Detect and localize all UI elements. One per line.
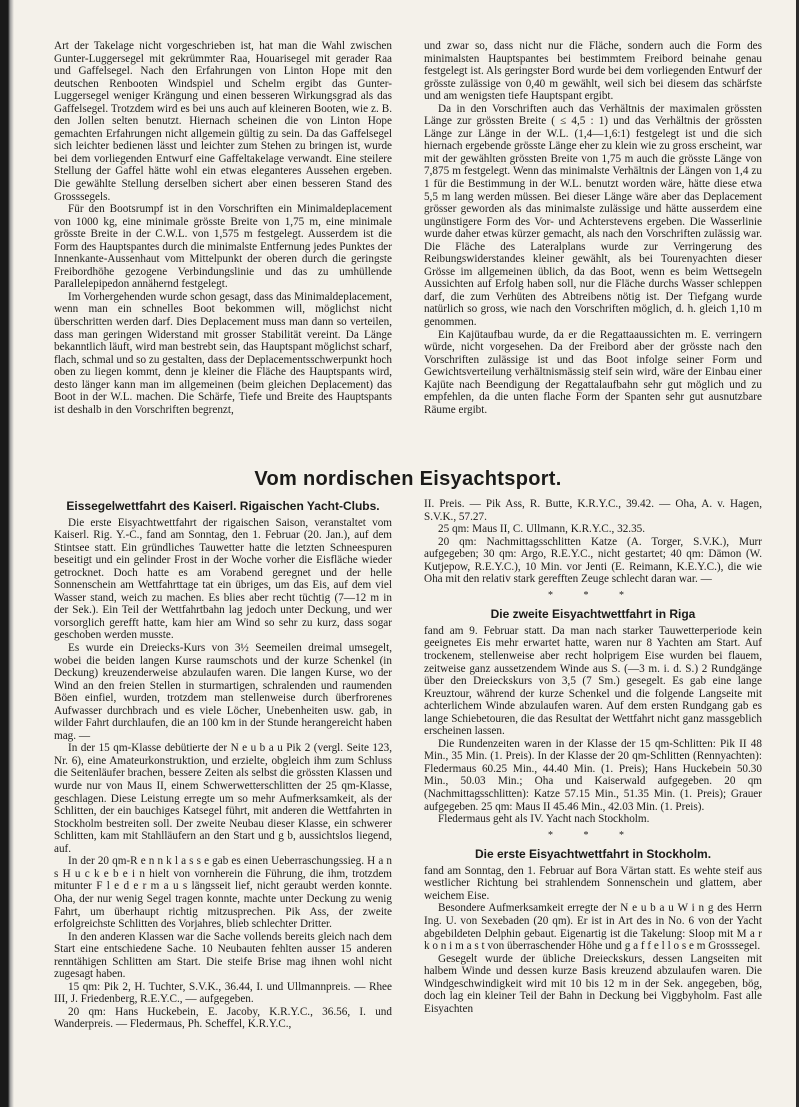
paragraph: In den anderen Klassen war die Sache vollends bereits gleich nach dem Start eine entschiedene Sache. 10 Neubauten fehlten ausser 15 anderen renntähigen Schlitten am Start. Die steife Brise mag ihnen wohl nicht zugesagt haben. (54, 930, 392, 981)
results-line: 25 qm: Maus II, C. Ullmann, K.R.Y.C., 32.35. (438, 523, 646, 536)
results-line: 20 qm: Nachmittagsschlitten Katze (A. Torger, S.V.K.), Murr aufgegeben; 30 qm: Argo, R.E.Y.C., nicht gestartet; 40 qm: Dämon (W. Kutjepow, R.E.Y.C.), 10 Min. vor Jenti (E. Reimann, K.E.Y.C.), die wie Oha mit den relativ stark gerefften Zeuge schlecht daran war. — (424, 535, 762, 586)
paragraph: Die Rundenzeiten waren in der Klasse der 15 qm-Schlitten: Pik II 48 Min., 35 Min. (1. Preis). In der Klasse der 20 qm-Schlitten (Rennyachten): Fledermaus 60.25 Min., 44.40 Min. (1. Preis); Hans Huckebein 50.30 Min., 50.03 Min.; Oha und Kaiserwald aufgegeben. 20 qm (Nachmittagsschlitten): Katze 57.15 Min., 51.35 Min. (1. Preis); Grauer aufgegeben. 25 qm: Maus II 45.46 Min., 42.03 Min. (1. Preis). (424, 737, 762, 813)
main-title: Vom nordischen Eisyachtsport. (254, 468, 562, 490)
paragraph: In der 20 qm-R e n n k l a s s e gab es einen Ueberraschungssieg. H a n s H u c k e b e i n hielt von vornherein die Führung, die ihm, trotzdem mitunter F l e d e r m a u s längsseit lief, nicht geraubt werden konnte. Oha, der nur wenig Segel tragen konnte, machte unter Deckung zu wenig Fahrt, um überhaupt richtig mitzusprechen. Pik Ass, der zweite erfolgreichste Schlitten des Vorjahres, blieb schlechter Dritter. (54, 855, 392, 931)
results-line: II. Preis. — Pik Ass, R. Butte, K.R.Y.C., 39.42. — Oha, A. v. Hagen, S.V.K., 57.27. (424, 498, 762, 523)
paragraph: fand am 9. Februar statt. Da man nach starker Tauwetterperiode kein geeignetes Eis mehr erwartet hatte, waren nur 8 Yachten am Start. Auf trockenem, stellenweise aber recht holprigem Eise wurden bei flauem, zeitweise ganz aussetzendem Winde aus S. (—3 m. i. d. S.) 2 Rundgänge über den Dreieckskurs von 3,5 (7 Sm.) gesegelt. Es gab eine lange Kreuztour, während der kurze Schenkel und die folgende Langseite mit achterlichem Winde abzulaufen waren. Auf dem ersten Rundgang gab es lange Schiebetouren, die das Resultat der Wettfahrt nicht ganz massgeblich erscheinen lassen. (424, 624, 762, 738)
paragraph: und zwar so, dass nicht nur die Fläche, sondern auch die Form des minimalsten Hauptspantes bei bestimmtem Freibord beinahe genau festgelegt ist. Als geringster Bord wurde bei dem vorliegenden Entwurf der grösste zulässige von 0,40 m gewählt, weil sich bei diesem das schärfste und am wenigsten tiefe Hauptspant ergibt. (424, 40, 762, 103)
article-column-top-right (424, 40, 762, 416)
paragraph: Die erste Eisyachtwettfahrt der rigaischen Saison, veranstaltet vom Kaiserl. Rig. Y.-C., fand am Sonntag, den 1. Februar (20. Jan.), auf dem Stintsee statt. Ein gründliches Tauwetter hatte die letzten Schneespuren beseitigt und ein gelinder Frost in der Woche vorher die Eisfläche wieder getrocknet. Doch hatte es am Vorabend geregnet und der helle Sonnenschein am Wettfahrttage tat ein übriges, um das Eis, auf dem viel Wasser stand, weich zu machen. Es blies aber recht tüchtig (7—12 m in der Sek.). Ein Teil der Wettfahrtbahn lag jedoch unter Deckung, und wer vorsorglich gerefft hatte, kam hier am Wind so sehr zu kurz, dass sogar geschoben werden musste. (54, 516, 392, 642)
paragraph: Da in den Vorschriften auch das Verhältnis der maximalen grössten Länge zur grössten Breite ( ≤ 4,5 : 1) und das Verhältnis der grössten Länge zur Länge in der W.L. (1,4—1,6:1) festgelegt ist und die sich hiernach ergebende grösste Länge eher zu klein wie zu gross erscheint, war mit der gewählten grössten Breite von 1,75 m auch die grösste Länge von 7,875 m festgelegt. Wenn das minimalste Verhältnis der Längen von 1,4 zu 1 für die Bestimmung in der W.L. benutzt worden wäre, hätte diese etwa 5,5 m lang werden müssen. Bei dieser Länge wäre aber das Deplacement grösser geworden als das minimalste zulässige und hätte ausserdem eine ungünstigere Form des Vor- und Achterstevens ergeben. Die Wasserlinie wurde daher etwas kürzer gemacht, als nach den Vorschriften zulässig war. Die Fläche des Lateralplans wurde zur Verringerung des Reibungswiderstandes kleiner gewählt, als bei Tourenyachten dieser Grösse im allgemeinen üblich, da das Boot, wenn es beim Wettsegeln Aussichten auf Erfolg haben soll, nur die Fläche durchs Wasser schleppen darf, die zum Verhüten des Abtreibens nötig ist. Der Tiefgang wurde natürlich so gross, wie nach den Vorschriften möglich, d. h. gleich 1,10 m genommen. (424, 102, 762, 329)
paragraph: fand am Sonntag, den 1. Februar auf Bora Värtan statt. Es wehte steif aus westlicher Richtung bei strahlendem Sonnenschein und glattem, aber weichem Eise. (424, 864, 762, 902)
section-heading-riga-second: Die zweite Eisyachtwettfahrt in Riga (490, 607, 696, 622)
section-separator: * * * (548, 589, 638, 601)
paragraph: Im Vorhergehenden wurde schon gesagt, dass das Minimaldeplacement, wenn man ein schnelles Boot bekommen will, möglichst nicht überschritten werden darf. Dies Deplacement muss man dann so verteilen, dass man geringen Widerstand mit grosser Stabilität vereint. Da Länge bekanntlich läuft, wird man bestrebt sein, das Hauptspant möglichst scharf, flach, schmal und so zu gestalten, dass der Deplacementsschwerpunkt hoch oben zu liegen kommt, denn je kleiner die Fläche des Hauptspants wird, desto länger kann man im allgemeinen (beim gleichen Deplacement) das Boot in der W.L. machen. Die Schärfe, Tiefe und Breite des Hauptspants ist deshalb in den Vorschriften begrenzt, (54, 290, 392, 416)
results-line: 15 qm: Pik 2, H. Tuchter, S.V.K., 36.44, I. und Ullmannpreis. — Rhee III, J. Friedenberg, R.E.Y.C., — aufgegeben. (54, 980, 392, 1006)
paragraph: Gesegelt wurde der übliche Dreieckskurs, dessen Langseiten mit halbem Winde und dessen kurze Basis kreuzend abzulaufen waren. Die Windgeschwindigkeit wird mit 10 bis 12 m in der Sek. angegeben, bög, doch lag ein kleiner Teil der Bahn in Deckung bei Viggbyholm. Fast alle Eisyachten (424, 952, 762, 1015)
article-column-bottom-right (424, 498, 762, 1015)
paragraph: Für den Bootsrumpf ist in den Vorschriften ein Minimaldeplacement von 1000 kg, eine minimale grösste Breite von 1,75 m, eine minimale grösste Breite in der C.W.L. von 1,575 m festgelegt. Ausserdem ist die Form des Hauptspantes durch die minimalste Entfernung jedes Punktes der Innenkante-Aussenhaut vom Mittelpunkt der oberen durch die geringste Freibordhöhe gezogene Verbindungslinie und das zu umhüllende Parallelepipedon annähernd festgelegt. (54, 203, 392, 291)
section-heading-stockholm: Die erste Eisyachtwettfahrt in Stockholm. (474, 847, 712, 862)
article-column-bottom-left (54, 498, 392, 1031)
paragraph: In der 15 qm-Klasse debütierte der N e u b a u Pik 2 (vergl. Seite 123, Nr. 6), eine Amateurkonstruktion, und erzielte, obgleich ihm zum Schluss die Seitenläufer brachen, bessere Zeiten als selbst die grössten Klassen und wurde nur von Maus II, einem Schwerwetterschlitten der 25 qm-Klasse, geschlagen. Diese Leistung erregte um so mehr Aufmerksamkeit, als der Schlitten, der ein bauchiges Katsegel führt, mit anderen die Wettfahrten in Stockholm bestreiten soll. Der zweite Neubau dieser Klasse, ein schwerer Schlitten, kam mit Stahlläufern an den Start und g b, aussichtslos liegend, auf. (54, 742, 392, 855)
article-column-top-left (54, 40, 392, 416)
section-separator: * * * (548, 829, 638, 841)
section-heading-riga-club: Eissegelwettfahrt des Kaiserl. Rigaischen Yacht-Clubs. (66, 499, 380, 513)
paragraph: Fledermaus geht als IV. Yacht nach Stockholm. (438, 813, 650, 826)
paragraph: Ein Kajütaufbau wurde, da er die Regattaaussichten m. E. verringern würde, nicht vorgesehen. Da der Freibord aber der grösste nach den Vorschriften zulässige ist und das Boot infolge seiner Form und Gewichtsverteilung verhältnismässig steif sein wird, wäre der Einbau einer Kajüte nach Beendigung der Regattalaufbahn sehr gut möglich und zu empfehlen, da die unten flache Form der Spanten sehr gut ausnutzbare Räume ergibt. (424, 328, 762, 416)
scan-edge-left (0, 0, 14, 1107)
paragraph: Besondere Aufmerksamkeit erregte der N e u b a u W i n g des Herrn Ing. U. von Sexebaden (20 qm). Er ist in Art des in No. 6 von der Yacht abgebildeten Delphin gebaut. Eigenartig ist die Takelung: Sloop mit M a r k o n i m a s t von überraschender Höhe und g a f f e l l o s e m Grosssegel. (424, 902, 762, 953)
paragraph: Art der Takelage nicht vorgeschrieben ist, hat man die Wahl zwischen Gunter-Luggersegel mit gekrümmter Raa, Houarisegel mit gerader Raa und Gaffelsegel. Nach den Erfahrungen von Linton Hope mit den deutschen Renbooten Windspiel und Schelm ergibt das Gunter-Luggersegel weniger Krängung und einen besseren Wirkungsgrad als das Gaffelsegel. Trotzdem wird es bei uns auch auf kleineren Booten, wie z. B. den Jollen selten benutzt. Hiernach scheinen die von Linton Hope gemachten Erfahrungen nicht allgemein gültig zu sein. Da das Gaffelsegel sich leichter bedienen lässt und leichter zum Stehen zu bringen ist, wurde bei dem vorliegenden Entwurf eine Gaffeltakelage verwandt. Eine steilere Stellung der Gaffel hätte wohl ein etwas eleganteres Aussehen ergeben. Die gewählte Stellung derselben sichert aber einen besseren Stand des Grosssegels. (54, 40, 392, 203)
paragraph: Es wurde ein Dreiecks-Kurs von 3½ Seemeilen dreimal umsegelt, wobei die beiden langen Kurse raumschots und der kurze Schenkel (in Deckung) kreuzenderweise abzulaufen waren. Die langen Kurse, wo der Wind an den freien Stellen in sturmartigen, schralenden und raumenden Böen einfiel, wurden, trotzdem man stellenweise durch überfrorenes Aufwasser durchbrach und es viele Löcher, Unebenheiten usw. gab, in wilder Fahrt durchlaufen, die an 100 km in der Stunde herangereicht haben mag. — (54, 642, 392, 742)
results-line: 20 qm: Hans Huckebein, E. Jacoby, K.R.Y.C., 36.56, I. und Wanderpreis. — Fledermaus, Ph. Scheffel, K.R.Y.C., (54, 1005, 392, 1031)
